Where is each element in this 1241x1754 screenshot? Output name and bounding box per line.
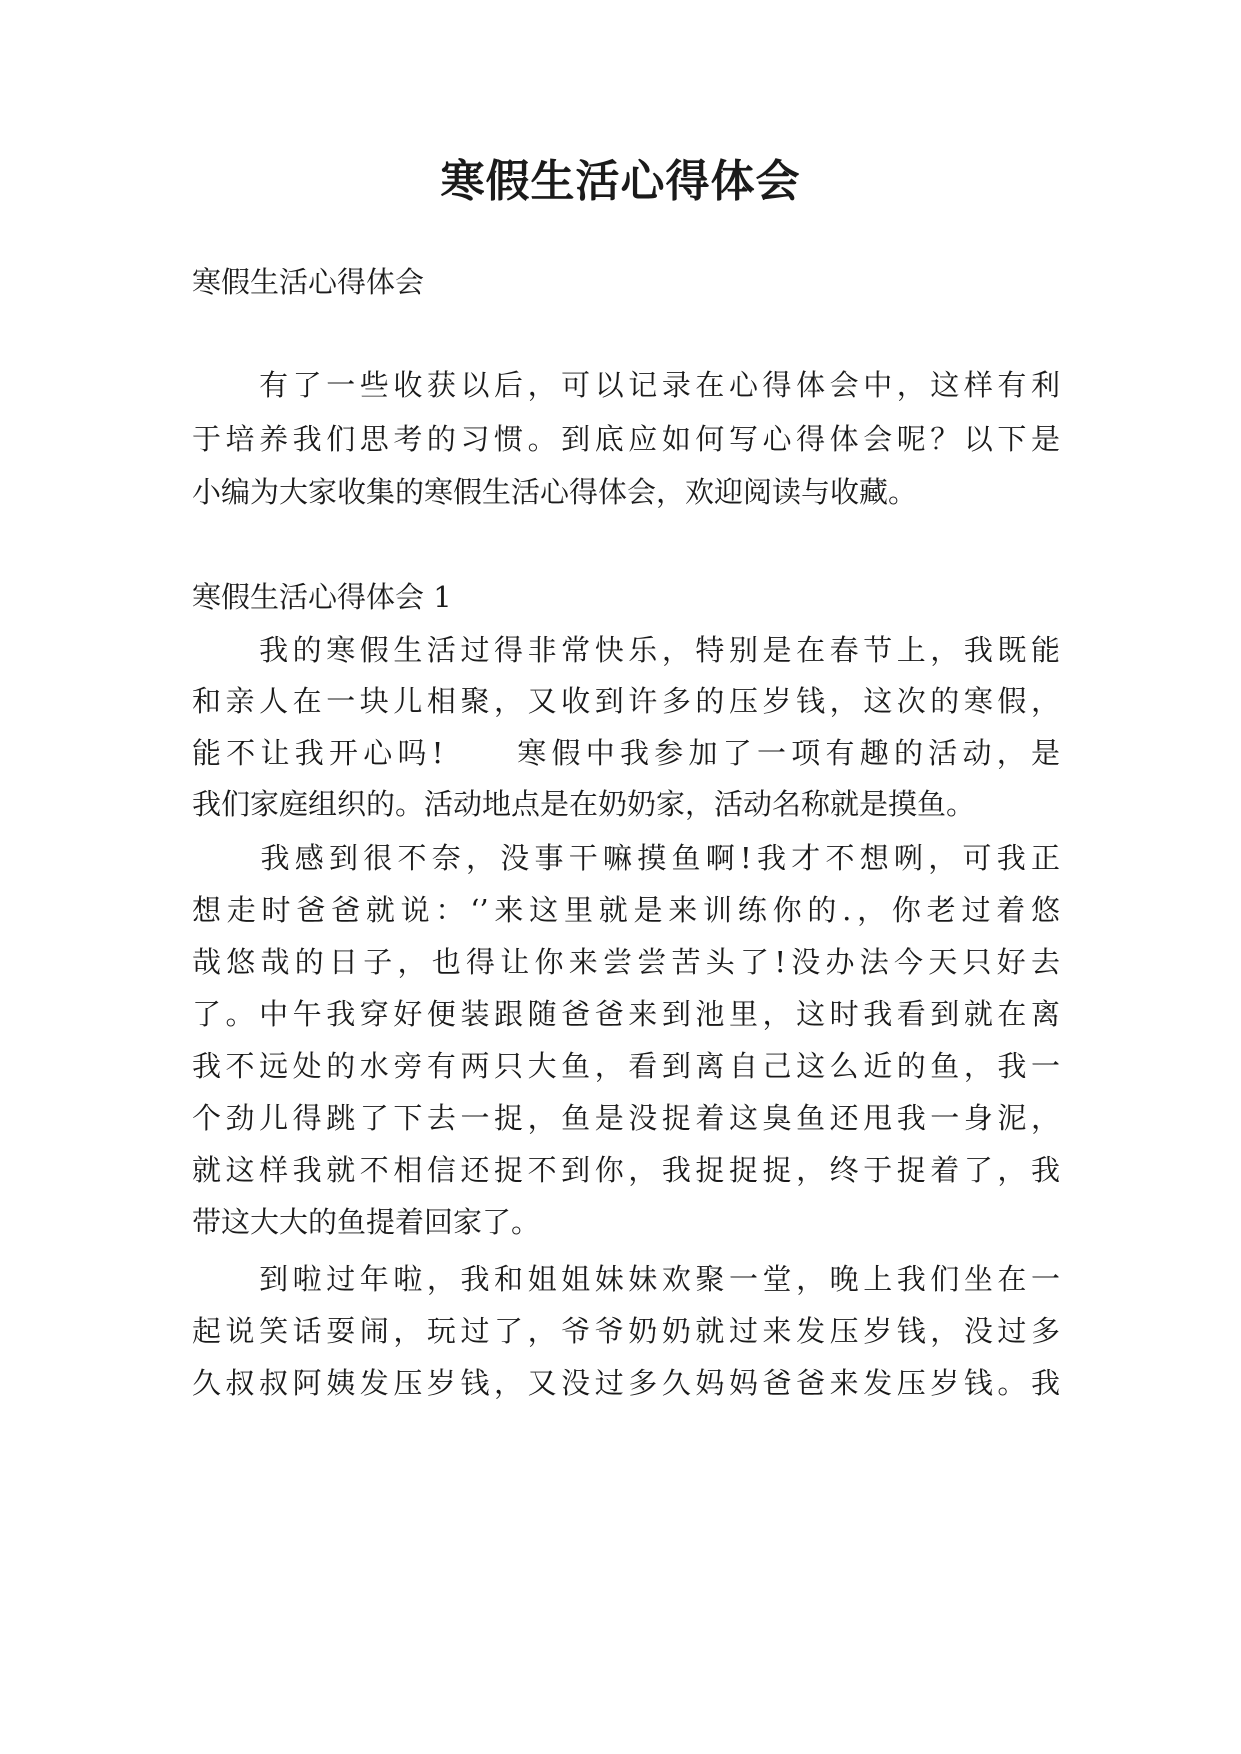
para1-line-4: 我们家庭组织的。活动地点是在奶奶家，活动名称就是摸鱼。 [192,787,976,821]
para2-line-8: 带这大大的鱼提着回家了。 [192,1205,541,1239]
document-title: 寒假生活心得体会 [440,156,801,207]
section-heading: 寒假生活心得体会 1 [192,580,452,614]
para2-line-5: 我不远处的水旁有两只大鱼，看到离自己这么近的鱼，我一 [192,1049,1060,1083]
para2-line-4: 了。中午我穿好便装跟随爸爸来到池里，这时我看到就在离 [192,997,1060,1031]
para1-line-3: 能不让我开心吗! 寒假中我参加了一项有趣的活动，是 [192,736,1060,770]
para1-line-2: 和亲人在一块儿相聚，又收到许多的压岁钱，这次的寒假， [192,684,1060,718]
para3-line-2: 起说笑话耍闹，玩过了，爷爷奶奶就过来发压岁钱，没过多 [192,1314,1060,1348]
para3-line-3: 久叔叔阿姨发压岁钱，又没过多久妈妈爸爸来发压岁钱。我 [192,1366,1060,1400]
para2-line-6: 个劲儿得跳了下去一捉，鱼是没捉着这臭鱼还甩我一身泥， [192,1101,1060,1135]
intro-line-1: 有了一些收获以后，可以记录在心得体会中，这样有利 [192,368,1060,402]
intro-line-3: 小编为大家收集的寒假生活心得体会，欢迎阅读与收藏。 [192,475,918,509]
intro-line-2: 于培养我们思考的习惯。到底应如何写心得体会呢？以下是 [192,422,1060,456]
para2-line-7: 就这样我就不相信还捉不到你，我捉捉捉，终于捉着了，我 [192,1153,1060,1187]
para2-line-1: 我感到很不奈，没事干嘛摸鱼啊!我才不想咧，可我正 [192,841,1060,875]
para1-line-1: 我的寒假生活过得非常快乐，特别是在春节上，我既能 [192,633,1060,667]
para2-line-3: 哉悠哉的日子，也得让你来尝尝苦头了!没办法今天只好去 [192,945,1060,979]
para2-line-2: 想走时爸爸就说：‘’来这里就是来训练你的.，你老过着悠 [192,893,1060,927]
document-subtitle: 寒假生活心得体会 [192,265,425,299]
para3-line-1: 到啦过年啦，我和姐姐妹妹欢聚一堂，晚上我们坐在一 [192,1262,1060,1296]
